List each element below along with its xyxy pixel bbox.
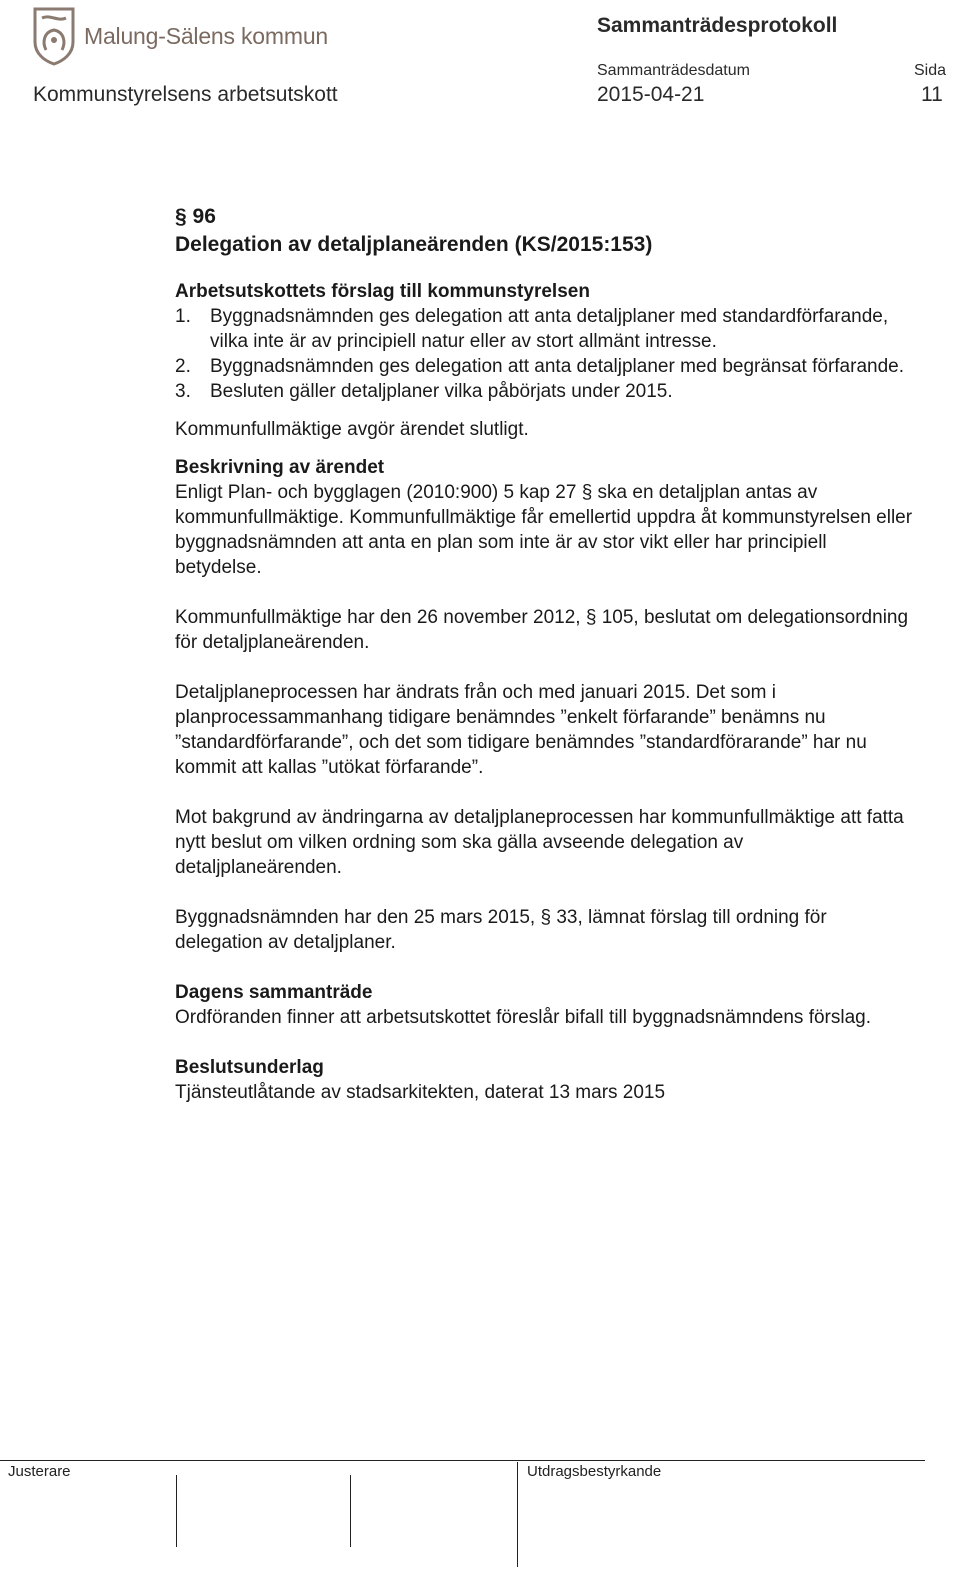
page-label: Sida [914,62,947,79]
meeting-date: 2015-04-21 [597,83,705,106]
page-title: Delegation av detaljplaneärenden (KS/2015:153) [175,233,653,256]
section-symbol: § [581,482,593,503]
municipality-logo [32,6,328,66]
description-paragraph: Detaljplaneprocessen har ändrats från och med januari 2015. Det som i planprocessammanhang tidigare benämndes ”enkelt förfarande” benämns nu ”standardförfarande”, och det som tidigare benämndes ”standardförarande” har nu kommit att kallas ”utökat förfarande”. [175,682,867,778]
description-text: ska en detaljplan antas av kommunfullmäktige. Kommunfullmäktige får emellertid uppdra åt kommunstyrelsen eller byggnadsnämnden att anta en plan som inte är av stor vikt eller har principiell betydelse. [175,482,913,578]
description-text: 105, beslutat om delegationsordning för detaljplaneärenden. [175,607,909,653]
document-body [175,203,915,1105]
body-name: Kommunstyrelsens arbetsutskott [33,83,338,106]
signature-box-divider [350,1475,351,1547]
footer-divider [0,1460,925,1461]
utdrag-label: Utdragsbestyrkande [527,1463,662,1480]
final-decision: Kommunfullmäktige avgör ärendet slutligt. [175,419,529,440]
section-number-value: 96 [192,205,216,228]
justerare-label: Justerare [8,1463,71,1480]
proposal-list [175,304,915,404]
proposal-heading: Arbetsutskottets förslag till kommunstyrelsen [175,281,590,302]
description-text: Kommunfullmäktige har den 26 november 2012, [175,607,581,628]
list-item-text: Byggnadsnämnden ges delegation att anta detaljplaner med begränsat förfarande. [210,356,904,377]
list-item [175,354,915,379]
list-item-number: 3. [175,381,191,402]
description-paragraph [175,905,915,955]
meeting-text: Ordföranden finner att arbetsutskottet föreslår bifall till byggnadsnämndens förslag. [175,1007,871,1028]
signature-box-divider [517,1462,518,1567]
description-paragraph [175,605,915,655]
description-heading: Beskrivning av ärendet [175,457,385,478]
description-text: Byggnadsnämnden har den 25 mars 2015, [175,907,536,928]
list-item-number: 2. [175,356,191,377]
section-number [175,203,915,231]
description-paragraph [175,480,915,580]
list-item [175,379,915,404]
list-item-number: 1. [175,306,191,327]
description-text: 33, lämnat förslag till ordning för delegation av detaljplaner. [175,907,827,953]
list-item [175,304,915,354]
description-text: Enligt Plan- och bygglagen (2010:900) 5 kap 27 [175,482,577,503]
section-symbol: § [540,907,552,928]
document-type: Sammanträdesprotokoll [597,14,838,37]
section-symbol: § [175,205,187,228]
date-label: Sammanträdesdatum [597,62,750,79]
basis-heading: Beslutsunderlag [175,1057,324,1078]
signature-box-divider [176,1475,177,1547]
basis-text: Tjänsteutlåtande av stadsarkitekten, daterat 13 mars 2015 [175,1082,666,1103]
meeting-heading: Dagens sammanträde [175,982,373,1003]
list-item-text: Byggnadsnämnden ges delegation att anta detaljplaner med standardförfarande, vilka inte är av principiell natur eller av stort allmänt intresse. [210,306,889,352]
municipal-crest-icon [32,6,76,66]
description-paragraph: Mot bakgrund av ändringarna av detaljplaneprocessen har kommunfullmäktige att fatta nytt beslut om vilken ordning som ska gälla avseende delegation av detaljplaneärenden. [175,807,904,878]
page-number: 11 [921,83,943,106]
list-item-text: Besluten gäller detaljplaner vilka påbörjats under 2015. [210,381,673,402]
org-name: Malung-Sälens kommun [84,22,329,49]
section-symbol: § [585,607,597,628]
